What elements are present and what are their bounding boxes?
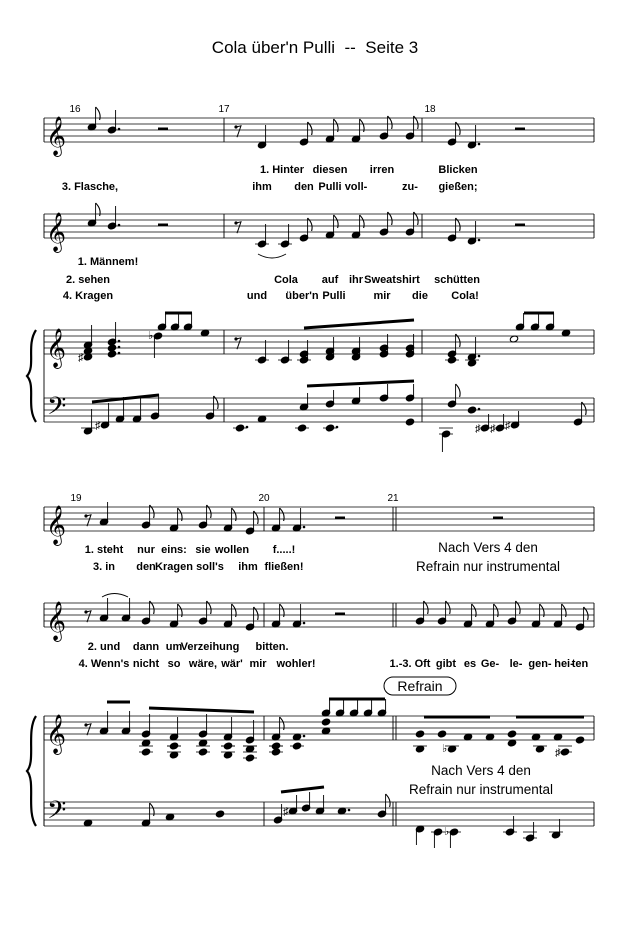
- lyric-verse1: sie: [195, 544, 211, 556]
- lyric-verse4: Ge-: [480, 658, 500, 670]
- notehead: [297, 424, 306, 432]
- half-rest-icon: [335, 613, 345, 616]
- lyric-verse4: und: [246, 290, 268, 302]
- lyric-verse3: 3. in: [92, 561, 116, 573]
- note: [467, 221, 480, 245]
- lyric-verse3: voll-: [344, 181, 368, 193]
- note: [215, 810, 224, 818]
- beam: [281, 787, 324, 792]
- dot: [303, 622, 306, 625]
- note: [445, 356, 459, 364]
- note: [405, 418, 414, 426]
- note: [437, 730, 446, 738]
- instrumental-note-line: Nach Vers 4 den: [438, 540, 538, 555]
- sharp-icon: ♯: [78, 352, 84, 364]
- beam: [304, 320, 414, 328]
- note: [323, 424, 338, 432]
- note: [415, 825, 424, 845]
- note: [283, 795, 298, 818]
- beam: [92, 395, 159, 402]
- measure-number: 17: [218, 104, 230, 115]
- note: [198, 714, 207, 738]
- note: [465, 359, 479, 367]
- lyric-verse3: gießen;: [438, 181, 478, 193]
- lyric-verse2: auf: [321, 274, 339, 286]
- lyric-verse3: ihm: [238, 561, 258, 573]
- dot: [348, 809, 351, 812]
- note: [505, 411, 520, 432]
- note: [292, 604, 305, 628]
- note: [415, 730, 424, 738]
- note: [442, 743, 459, 755]
- lyric-verse1: Blicken: [438, 164, 478, 176]
- page-title: Cola über'n Pulli -- Seite 3: [211, 38, 419, 57]
- lyric-verse4: mir: [373, 290, 391, 302]
- lyric-verse3: den: [294, 181, 314, 193]
- tie: [258, 254, 286, 258]
- refrain-label: [384, 677, 456, 695]
- dot: [478, 239, 481, 242]
- note: [245, 720, 254, 744]
- note: [121, 598, 130, 622]
- measure-number: 20: [258, 493, 270, 504]
- sharp-icon: ♯: [555, 747, 561, 759]
- lyric-verse2: ihr: [348, 274, 364, 286]
- note: [531, 604, 544, 628]
- note: [87, 203, 100, 227]
- treble-clef-icon: 𝄞: [46, 715, 67, 753]
- refrain-text: Refrain: [397, 678, 443, 694]
- note: [223, 508, 236, 532]
- measure-number: 18: [424, 104, 436, 115]
- note: [223, 717, 232, 741]
- note: [321, 718, 330, 726]
- eighth-rest-icon: [84, 514, 91, 526]
- note: [549, 819, 563, 839]
- lyric-verse1-b: 1. Männem!: [77, 256, 139, 268]
- lyric-verse1: nur: [137, 544, 155, 556]
- notehead: [245, 754, 254, 762]
- treble-clef-icon: 𝄞: [46, 602, 67, 640]
- system1-staff-voice1: [44, 117, 594, 157]
- dot: [478, 408, 481, 411]
- dot: [303, 735, 306, 738]
- lyric-verse4: 4. Kragen: [62, 290, 114, 302]
- note: [335, 699, 344, 717]
- flag: [456, 384, 461, 397]
- note: [278, 224, 292, 248]
- note: [467, 337, 480, 361]
- lyric-verse4: über'n: [285, 290, 319, 302]
- note: [292, 508, 305, 532]
- note: [515, 313, 524, 331]
- eighth-rest-icon: [84, 610, 91, 622]
- note: [233, 424, 248, 432]
- note: [223, 604, 236, 628]
- note: [413, 745, 427, 753]
- system1-staff-pianoR: [44, 329, 594, 369]
- notehead: [271, 748, 280, 756]
- notehead: [447, 356, 456, 364]
- dot: [118, 340, 121, 343]
- lyric-verse2: Cola: [274, 274, 298, 286]
- note: [351, 215, 364, 239]
- bass-clef-icon: 𝄢: [47, 797, 67, 830]
- note: [169, 717, 178, 741]
- notehead: [467, 406, 476, 414]
- note: [485, 604, 498, 628]
- half-rest-icon: [335, 517, 345, 520]
- note: [139, 746, 153, 756]
- note: [295, 424, 309, 432]
- lyric-verse2: Sweatshirt: [364, 274, 420, 286]
- dot: [118, 128, 121, 131]
- notehead: [235, 424, 244, 432]
- beam: [149, 708, 254, 712]
- lyric-verse3: 3. Flasche,: [61, 181, 119, 193]
- lyric-verse2: um: [165, 641, 183, 653]
- note: [196, 746, 210, 756]
- flat-icon: ♭: [442, 743, 448, 755]
- note: [523, 822, 537, 842]
- half-rest-icon: [515, 224, 525, 227]
- note: [467, 125, 480, 149]
- lyric-verse3: Pulli: [318, 181, 342, 193]
- dot: [478, 143, 481, 146]
- notehead: [215, 810, 224, 818]
- note: [87, 107, 100, 131]
- lyric-verse1: irren: [369, 164, 395, 176]
- measure-number: 16: [69, 104, 81, 115]
- eighth-rest-icon: [234, 337, 241, 349]
- treble-clef-icon: 𝄞: [46, 117, 67, 155]
- bass-clef-icon: 𝄢: [47, 393, 67, 426]
- note: [141, 803, 154, 827]
- piano-brace: [27, 716, 36, 826]
- dot: [246, 426, 249, 429]
- notehead: [560, 748, 569, 756]
- note: [99, 502, 108, 526]
- eighth-rest-icon: [234, 125, 241, 137]
- lyric-verse4: gibt: [435, 658, 457, 670]
- beam: [307, 381, 414, 386]
- sharp-icon: ♯: [95, 420, 101, 432]
- note: [271, 604, 284, 628]
- notehead: [325, 424, 334, 432]
- sharp-icon: ♯: [475, 423, 481, 435]
- note: [351, 119, 364, 143]
- lyric-verse4: Cola!: [451, 290, 479, 302]
- note: [545, 313, 554, 331]
- notehead: [575, 736, 584, 744]
- lyric-verse4: le-: [509, 658, 523, 670]
- half-rest-icon: [515, 128, 525, 131]
- note: [255, 340, 269, 364]
- lyric-verse2: schütten: [434, 274, 480, 286]
- half-rest-icon: [158, 224, 168, 227]
- notehead: [141, 748, 150, 756]
- lyric-verse1: wollen: [214, 544, 250, 556]
- lyric-verse3: fließen!: [264, 561, 304, 573]
- measure-number: 19: [70, 493, 82, 504]
- note: [255, 224, 269, 248]
- notehead: [198, 748, 207, 756]
- dot: [118, 346, 121, 349]
- note: [351, 387, 360, 405]
- lyric-verse4: nicht: [132, 658, 160, 670]
- note: [271, 717, 284, 741]
- note: [121, 711, 130, 735]
- lyric-verse4: 4. Wenn's: [78, 658, 130, 670]
- note: [95, 403, 110, 432]
- lyric-verse4: wohler!: [276, 658, 316, 670]
- treble-clef-icon: 𝄞: [46, 506, 67, 544]
- lyric-verse1: 1. Hinter: [259, 164, 305, 176]
- dot: [478, 355, 481, 358]
- note: [363, 699, 372, 717]
- note: [299, 393, 308, 411]
- lyric-verse4: es: [463, 658, 477, 670]
- lyric-verse4: ten: [571, 658, 589, 670]
- instrumental-note-line: Refrain nur instrumental: [408, 782, 554, 797]
- notehead: [437, 730, 446, 738]
- flat-icon: ♭: [444, 826, 450, 838]
- half-rest-icon: [158, 128, 168, 131]
- notehead: [507, 730, 516, 738]
- note: [99, 598, 108, 622]
- lyric-verse4: so: [167, 658, 181, 670]
- note: [290, 742, 304, 750]
- dot: [336, 426, 339, 429]
- lyric-verse4: wäre,: [188, 658, 218, 670]
- flag: [386, 794, 391, 807]
- note: [278, 340, 292, 364]
- lyric-verse3: soll's: [196, 561, 224, 573]
- note: [444, 826, 461, 848]
- note: [271, 508, 284, 532]
- lyric-verse2: Verzeihung: [180, 641, 240, 653]
- note: [377, 699, 386, 717]
- note: [325, 119, 338, 143]
- dot: [118, 224, 121, 227]
- note: [467, 406, 480, 414]
- notehead: [405, 418, 414, 426]
- lyric-verse3: ihm: [252, 181, 272, 193]
- eighth-rest-icon: [84, 723, 91, 735]
- note: [325, 215, 338, 239]
- treble-clef-icon: 𝄞: [46, 213, 67, 251]
- lyric-verse4: 1.-3. Oft: [389, 658, 431, 670]
- lyric-verse2: dann: [132, 641, 160, 653]
- note: [257, 125, 266, 149]
- note: [170, 313, 179, 331]
- instrumental-note-line: Nach Vers 4 den: [431, 763, 531, 778]
- notehead: [321, 718, 330, 726]
- note: [141, 714, 150, 738]
- lyric-verse4: gen-: [528, 658, 552, 670]
- note: [507, 730, 516, 738]
- sharp-icon: ♯: [505, 420, 511, 432]
- note: [157, 313, 166, 331]
- lyric-verse3: zu-: [402, 181, 418, 193]
- note: [315, 795, 324, 815]
- dot: [118, 352, 121, 355]
- note: [530, 313, 539, 331]
- note: [555, 746, 572, 759]
- piano-brace: [27, 330, 36, 422]
- note: [325, 390, 334, 408]
- dot: [303, 526, 306, 529]
- notehead: [107, 350, 116, 358]
- sharp-icon: ♯: [283, 806, 289, 818]
- system1-staff-voice2: [44, 213, 594, 253]
- lyric-verse2: 2. sehen: [65, 274, 111, 286]
- note: [405, 384, 414, 402]
- lyric-verse2: 2. und: [87, 641, 121, 653]
- lyric-verse4: hei-: [554, 658, 574, 670]
- lyric-verse4: Pulli: [322, 290, 346, 302]
- half-rest-icon: [493, 517, 503, 520]
- lyric-verse3: Kragen: [155, 561, 193, 573]
- note: [349, 699, 358, 717]
- note: [533, 745, 547, 753]
- notehead: [415, 730, 424, 738]
- lyric-verse1: f.....!: [272, 544, 296, 556]
- note: [183, 313, 192, 331]
- note: [99, 711, 108, 735]
- treble-clef-icon: 𝄞: [46, 329, 67, 367]
- note: [439, 428, 453, 452]
- note: [321, 699, 330, 717]
- lyric-verse1: diesen: [312, 164, 348, 176]
- sharp-icon: ♯: [490, 423, 496, 435]
- notehead: [292, 742, 301, 750]
- lyric-verse1: eins:: [161, 544, 187, 556]
- note: [553, 604, 566, 628]
- note: [379, 384, 388, 402]
- note: [83, 325, 92, 349]
- lyric-verse3: den: [136, 561, 156, 573]
- flat-icon: ♭: [148, 330, 154, 342]
- lyric-verse2: bitten.: [255, 641, 289, 653]
- note: [463, 604, 476, 628]
- eighth-rest-icon: [234, 221, 241, 233]
- lyric-verse4: wär': [221, 658, 243, 670]
- note: [575, 736, 584, 744]
- note: [169, 604, 182, 628]
- lyric-verse1: 1. steht: [84, 544, 124, 556]
- lyric-verse4: mir: [249, 658, 267, 670]
- measure-number: 21: [387, 493, 399, 504]
- instrumental-note-line: Refrain nur instrumental: [415, 559, 561, 574]
- lyric-verse4: die: [412, 290, 428, 302]
- tie: [102, 594, 128, 598]
- note: [431, 828, 445, 848]
- note: [169, 508, 182, 532]
